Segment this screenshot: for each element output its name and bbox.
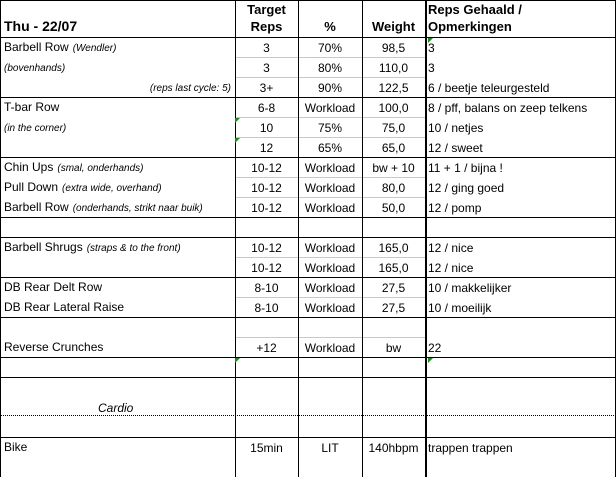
cell-remark[interactable]	[428, 317, 616, 337]
weight-text: 165,0	[378, 261, 409, 275]
exercise-name: Chin Ups	[4, 160, 54, 174]
cell-target[interactable]	[235, 157, 298, 177]
remark-text: 10 / makkelijker	[428, 281, 512, 295]
weight-text: 140hbpm	[368, 441, 419, 455]
table-row	[0, 217, 616, 237]
grid-vline	[235, 0, 236, 477]
target-text: 10-12	[251, 181, 282, 195]
cell-remark[interactable]	[428, 377, 616, 397]
table-row	[0, 37, 616, 57]
cell-target[interactable]	[235, 297, 298, 317]
exercise-name: Barbell Shrugs	[4, 240, 83, 254]
table-row	[0, 297, 616, 317]
weight-text: 165,0	[378, 241, 409, 255]
exercise-name: Reverse Crunches	[4, 340, 104, 354]
table-row	[0, 177, 616, 197]
cell-exercise[interactable]	[1, 57, 235, 77]
cell-exercise[interactable]	[1, 277, 235, 297]
target-text: 15min	[250, 441, 283, 455]
weight-text: 100,0	[378, 101, 409, 115]
grid-hline	[0, 437, 616, 438]
cell-pct[interactable]	[298, 297, 362, 317]
exercise-note: (extra wide, overhand)	[62, 183, 162, 194]
header-weight[interactable]	[362, 0, 425, 37]
target-text: 10	[259, 121, 274, 135]
cell-pct[interactable]	[298, 157, 362, 177]
cell-weight[interactable]	[362, 217, 425, 237]
cell-pct[interactable]	[298, 337, 362, 357]
cell-exercise[interactable]	[1, 157, 235, 177]
target-text: 10-12	[251, 201, 282, 215]
cell-remark[interactable]	[428, 257, 616, 277]
comment-marker-icon	[428, 358, 433, 363]
exercise-text	[4, 41, 235, 54]
grid-hline-light	[235, 117, 425, 118]
cell-pct[interactable]	[298, 117, 362, 137]
cell-pct[interactable]	[298, 437, 362, 457]
exercise-text	[4, 441, 235, 454]
cell-target[interactable]	[235, 177, 298, 197]
sheet-title-cell[interactable]	[1, 0, 235, 37]
pct-text: 90%	[317, 81, 343, 95]
cell-remark[interactable]	[428, 157, 616, 177]
table-row	[0, 437, 616, 457]
cell-pct[interactable]	[298, 357, 362, 377]
header-remarks[interactable]	[428, 0, 616, 37]
exercise-name: DB Rear Lateral Raise	[4, 300, 125, 314]
weight-text: 27,5	[381, 301, 406, 315]
cell-weight[interactable]	[362, 57, 425, 77]
cell-weight[interactable]	[362, 277, 425, 297]
weight-text: 65,0	[381, 141, 406, 155]
exercise-text	[4, 301, 235, 314]
cell-weight[interactable]	[362, 397, 425, 417]
cell-remark[interactable]	[428, 417, 616, 437]
exercise-name: Barbell Row	[4, 40, 69, 54]
table-row	[0, 197, 616, 217]
cell-target[interactable]	[235, 357, 298, 377]
cell-weight[interactable]	[362, 257, 425, 277]
exercise-note: (bovenhands)	[4, 63, 66, 74]
cell-weight[interactable]	[362, 237, 425, 257]
exercise-note: (onderhands, strikt naar buik)	[72, 203, 203, 214]
cell-target[interactable]	[235, 77, 298, 97]
cell-remark[interactable]	[428, 397, 616, 417]
cell-pct[interactable]	[298, 57, 362, 77]
cell-remark[interactable]	[428, 337, 616, 357]
cell-target[interactable]	[235, 237, 298, 257]
cell-exercise[interactable]	[1, 317, 235, 337]
header-target-reps[interactable]	[235, 0, 298, 37]
table-row	[0, 457, 616, 477]
exercise-note: (Wendler)	[72, 43, 117, 54]
exercise-text	[4, 241, 235, 254]
cell-weight[interactable]	[362, 117, 425, 137]
table-row	[0, 257, 616, 277]
cell-target[interactable]	[235, 277, 298, 297]
cell-weight[interactable]	[362, 97, 425, 117]
remark-text: 10 / moeilijk	[428, 301, 492, 315]
cell-target[interactable]	[235, 417, 298, 437]
weight-text: 27,5	[381, 281, 406, 295]
cell-remark[interactable]	[428, 277, 616, 297]
table-row	[0, 57, 616, 77]
cell-weight[interactable]	[362, 137, 425, 157]
table-row	[0, 397, 616, 417]
grid-hline	[0, 317, 616, 318]
cell-remark[interactable]	[428, 297, 616, 317]
grid-hline	[0, 357, 616, 358]
target-text: 8-10	[254, 281, 279, 295]
table-row	[0, 277, 616, 297]
cell-target[interactable]	[235, 337, 298, 357]
cell-pct[interactable]	[298, 137, 362, 157]
cell-weight[interactable]	[362, 37, 425, 57]
cell-target[interactable]	[235, 377, 298, 397]
cell-exercise[interactable]	[1, 337, 235, 357]
exercise-note: (reps last cycle: 5)	[149, 83, 231, 94]
pct-text: Workload	[304, 301, 356, 315]
exercise-text	[4, 281, 235, 294]
weight-text: bw + 10	[372, 161, 415, 175]
cell-exercise[interactable]	[1, 457, 235, 477]
grid-hline	[0, 377, 616, 378]
cell-weight[interactable]	[362, 197, 425, 217]
cell-remark[interactable]	[428, 237, 616, 257]
table-row	[0, 77, 616, 97]
pct-text: Workload	[304, 341, 356, 355]
pct-text: Workload	[304, 241, 356, 255]
target-text: 3	[263, 61, 270, 75]
cell-weight[interactable]	[362, 297, 425, 317]
cell-pct[interactable]	[298, 77, 362, 97]
remark-text: 10 / netjes	[428, 121, 484, 135]
cell-pct[interactable]	[298, 197, 362, 217]
cell-exercise[interactable]	[1, 237, 235, 257]
comment-marker-icon	[235, 138, 240, 143]
exercise-name: DB Rear Delt Row	[4, 280, 103, 294]
grid-hline-light	[235, 297, 425, 298]
cell-remark[interactable]	[428, 117, 616, 137]
grid-hline	[0, 277, 616, 278]
target-text: 10-12	[251, 261, 282, 275]
table-row	[0, 97, 616, 117]
remark-text: 12 / sweet	[428, 141, 483, 155]
table-row	[0, 377, 616, 397]
table-row	[0, 337, 616, 357]
cell-exercise[interactable]	[1, 417, 235, 437]
remark-text: 12 / ging goed	[428, 181, 505, 195]
cell-target[interactable]	[235, 197, 298, 217]
cell-exercise[interactable]	[1, 197, 235, 217]
header-remarks-line1: Reps Gehaald /	[428, 2, 522, 17]
pct-text: LIT	[321, 441, 339, 455]
grid-hline-light	[235, 197, 425, 198]
exercise-text	[4, 61, 235, 74]
cell-exercise[interactable]	[1, 97, 235, 117]
exercise-name: Bike	[4, 440, 28, 454]
pct-text: Workload	[304, 101, 356, 115]
cell-remark[interactable]	[428, 57, 616, 77]
cell-remark[interactable]	[428, 457, 616, 477]
grid-hline	[0, 237, 616, 238]
exercise-text	[4, 201, 235, 214]
weight-text: bw	[385, 341, 402, 355]
pct-text: Workload	[304, 161, 356, 175]
grid-vline	[425, 0, 427, 477]
comment-marker-icon	[235, 118, 240, 123]
remark-text: 3	[428, 61, 435, 75]
cell-target[interactable]	[235, 457, 298, 477]
grid-hline	[0, 0, 616, 1]
cell-pct[interactable]	[298, 217, 362, 237]
remark-text: trappen trappen	[428, 441, 513, 455]
cell-pct[interactable]	[298, 417, 362, 437]
cell-weight[interactable]	[362, 77, 425, 97]
cell-pct[interactable]	[298, 37, 362, 57]
cell-remark[interactable]	[428, 97, 616, 117]
remark-text: 3	[428, 41, 435, 55]
comment-marker-icon	[235, 358, 240, 363]
cell-exercise[interactable]	[1, 117, 235, 137]
target-text: 3	[263, 41, 270, 55]
cell-remark[interactable]	[428, 77, 616, 97]
pct-text: 65%	[317, 141, 343, 155]
cell-weight[interactable]	[362, 157, 425, 177]
grid-hline	[0, 217, 616, 218]
cell-remark[interactable]	[428, 197, 616, 217]
cell-weight[interactable]	[362, 377, 425, 397]
weight-text: 80,0	[381, 181, 406, 195]
exercise-name: Barbell Row	[4, 200, 69, 214]
grid-hline	[0, 415, 616, 416]
pct-text: Workload	[304, 181, 356, 195]
remark-text: 11 + 1 / bijna !	[428, 161, 503, 175]
exercise-note: (straps & to the front)	[86, 243, 181, 254]
target-text: 12	[259, 141, 274, 155]
cell-remark[interactable]	[428, 137, 616, 157]
cell-exercise[interactable]	[1, 397, 235, 417]
cell-pct[interactable]	[298, 397, 362, 417]
cell-exercise[interactable]	[1, 257, 235, 277]
remark-text: 8 / pff, balans on zeep telkens	[428, 101, 588, 115]
exercise-text	[4, 121, 235, 134]
header-percent-label: %	[324, 19, 336, 34]
pct-text: Workload	[304, 281, 356, 295]
cell-target[interactable]	[235, 137, 298, 157]
table-row	[0, 417, 616, 437]
remark-text: 12 / nice	[428, 241, 474, 255]
pct-text: 75%	[317, 121, 343, 135]
header-remarks-line2: Opmerkingen	[428, 19, 512, 34]
exercise-name: Pull Down	[4, 180, 59, 194]
cell-remark[interactable]	[428, 437, 616, 457]
sheet-title: Thu - 22/07	[4, 18, 78, 34]
cell-exercise[interactable]	[1, 377, 235, 397]
cell-target[interactable]	[235, 437, 298, 457]
exercise-text	[98, 402, 235, 414]
exercise-text	[4, 341, 235, 354]
cell-exercise[interactable]	[1, 437, 235, 457]
cell-weight[interactable]	[362, 357, 425, 377]
target-text: 10-12	[251, 161, 282, 175]
grid-hline-light	[235, 257, 425, 258]
cell-exercise[interactable]	[1, 177, 235, 197]
cell-remark[interactable]	[428, 357, 616, 377]
grid-vline	[362, 0, 363, 477]
grid-hline	[0, 157, 616, 158]
table-row	[0, 317, 616, 337]
cell-pct[interactable]	[298, 457, 362, 477]
table-row	[0, 117, 616, 137]
cell-target[interactable]	[235, 317, 298, 337]
grid-hline-light	[235, 337, 425, 338]
cell-target[interactable]	[235, 37, 298, 57]
comment-marker-icon	[428, 38, 433, 43]
cell-weight[interactable]	[362, 177, 425, 197]
weight-text: 75,0	[381, 121, 406, 135]
table-row	[0, 137, 616, 157]
exercise-note: (in the corner)	[4, 123, 67, 134]
weight-text: 50,0	[381, 201, 406, 215]
table-row	[0, 237, 616, 257]
cell-remark[interactable]	[428, 177, 616, 197]
cell-pct[interactable]	[298, 237, 362, 257]
cell-exercise[interactable]	[1, 217, 235, 237]
header-percent[interactable]	[298, 0, 362, 37]
exercise-text	[4, 161, 235, 174]
grid-hline-light	[235, 177, 425, 178]
cell-exercise[interactable]	[1, 77, 235, 97]
cell-remark[interactable]	[428, 217, 616, 237]
grid-vline	[298, 0, 299, 477]
cell-weight[interactable]	[362, 457, 425, 477]
target-text: 3+	[259, 81, 274, 95]
cell-exercise[interactable]	[1, 357, 235, 377]
exercise-note: Cardio	[98, 401, 134, 415]
pct-text: 70%	[317, 41, 343, 55]
pct-text: 80%	[317, 61, 343, 75]
exercise-text	[4, 181, 235, 194]
target-text: 8-10	[254, 301, 279, 315]
remark-text: 12 / pomp	[428, 201, 482, 215]
cell-target[interactable]	[235, 257, 298, 277]
cell-pct[interactable]	[298, 277, 362, 297]
weight-text: 110,0	[378, 61, 409, 75]
cell-exercise[interactable]	[1, 137, 235, 157]
exercise-note: (smal, onderhands)	[57, 163, 144, 174]
exercise-text	[150, 81, 231, 94]
header-row	[0, 0, 616, 37]
cell-pct[interactable]	[298, 377, 362, 397]
table-row	[0, 157, 616, 177]
grid-hline-light	[235, 137, 425, 138]
header-target-line1: Target	[247, 2, 286, 17]
cell-weight[interactable]	[362, 437, 425, 457]
grid-hline	[0, 97, 616, 98]
weight-text: 122,5	[378, 81, 409, 95]
pct-text: Workload	[304, 201, 356, 215]
cell-exercise[interactable]	[1, 297, 235, 317]
exercise-text	[4, 101, 235, 114]
table-row	[0, 357, 616, 377]
exercise-name: T-bar Row	[4, 100, 60, 114]
weight-text: 98,5	[381, 41, 406, 55]
target-text: +12	[256, 341, 277, 355]
remark-text: 12 / nice	[428, 261, 474, 275]
remark-text: 22	[428, 341, 442, 355]
cell-pct[interactable]	[298, 317, 362, 337]
cell-exercise[interactable]	[1, 37, 235, 57]
cell-weight[interactable]	[362, 317, 425, 337]
cell-remark[interactable]	[428, 37, 616, 57]
header-target-line2: Reps	[250, 19, 283, 34]
grid-hline-light	[235, 57, 425, 58]
grid-hline	[0, 37, 616, 38]
cell-weight[interactable]	[362, 337, 425, 357]
cell-pct[interactable]	[298, 97, 362, 117]
cell-target[interactable]	[235, 117, 298, 137]
cell-pct[interactable]	[298, 177, 362, 197]
cell-target[interactable]	[235, 97, 298, 117]
target-text: 6-8	[257, 101, 276, 115]
grid-hline-light	[235, 77, 425, 78]
target-text: 10-12	[251, 241, 282, 255]
remark-text: 6 / beetje teleurgesteld	[428, 81, 550, 95]
grid-vline	[0, 0, 1, 477]
header-weight-label: Weight	[371, 19, 416, 34]
cell-pct[interactable]	[298, 257, 362, 277]
pct-text: Workload	[304, 261, 356, 275]
cell-target[interactable]	[235, 397, 298, 417]
cell-target[interactable]	[235, 57, 298, 77]
cell-target[interactable]	[235, 217, 298, 237]
cell-weight[interactable]	[362, 417, 425, 437]
